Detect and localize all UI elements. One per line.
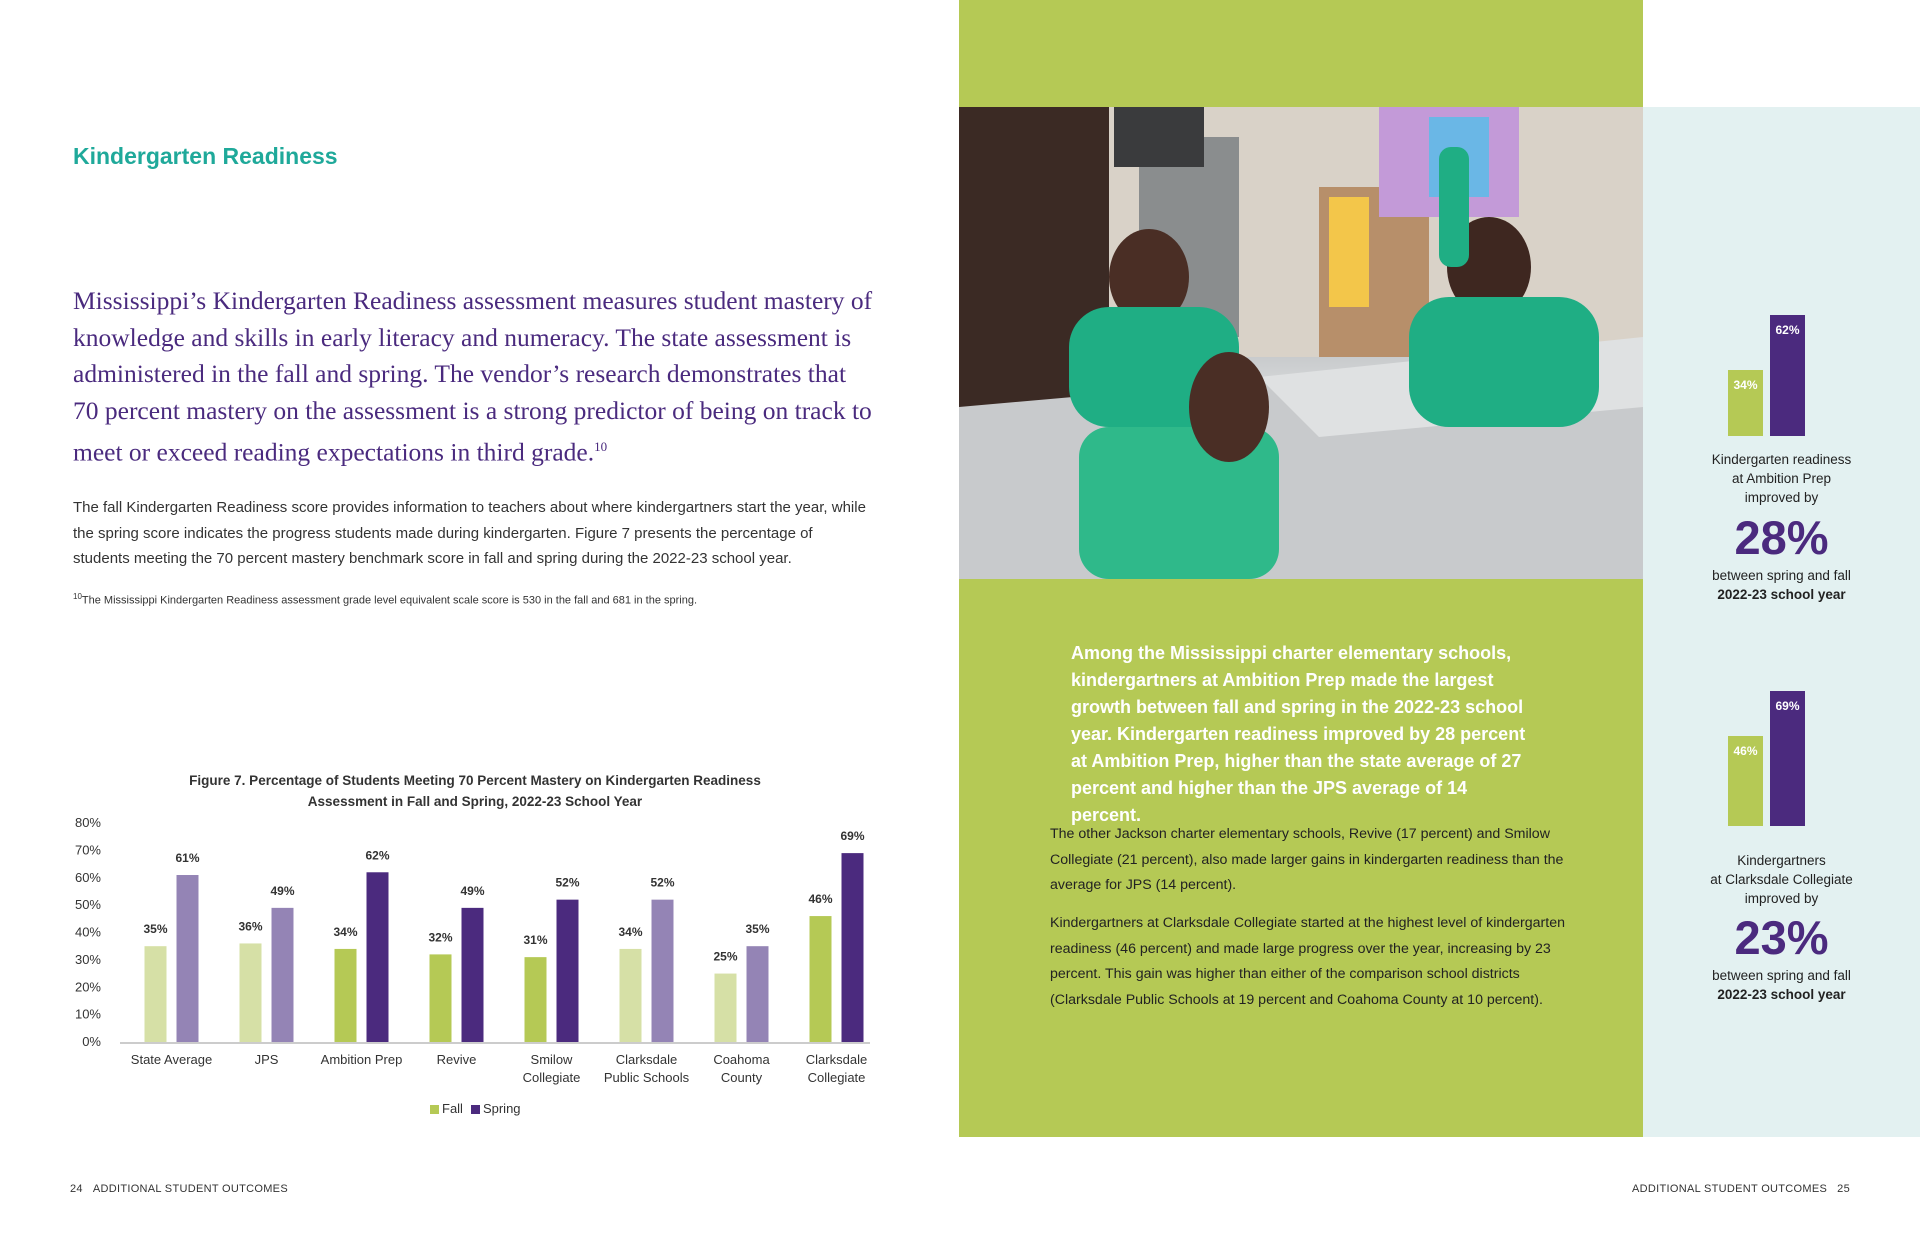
data-label-fall: 36% [238, 919, 263, 934]
stat-caption-line: improved by [1744, 891, 1819, 906]
page-number-left: 24 [70, 1183, 83, 1195]
bar-fall [525, 957, 547, 1042]
data-label-spring: 62% [365, 848, 390, 863]
stat-caption-line: improved by [1744, 490, 1819, 505]
category-label: Collegiate [807, 1070, 866, 1085]
bar-spring [367, 872, 389, 1042]
data-label-spring: 69% [840, 829, 865, 844]
mini-label-fall: 34% [1733, 377, 1758, 392]
bar-fall [240, 943, 262, 1042]
y-tick-label: 40% [74, 924, 101, 940]
y-tick-label: 30% [74, 951, 101, 967]
bar-fall [145, 946, 167, 1042]
data-label-spring: 52% [555, 875, 580, 890]
chart-legend [430, 1101, 521, 1116]
stat-foot-line: between spring and fall [1712, 568, 1851, 583]
paragraph-jackson-charters: The other Jackson charter elementary schools, Revive (17 percent) and Smilow Collegiate (21 percent), also made larger gains in kindergarten readiness than the average for JPS (14 percent). [1050, 826, 1564, 893]
bar-fall [430, 954, 452, 1042]
category-label: Smilow [530, 1052, 573, 1067]
data-label-fall: 35% [143, 922, 168, 937]
y-tick-label: 10% [74, 1006, 101, 1022]
y-tick-label: 80% [74, 815, 101, 830]
data-label-fall: 25% [713, 949, 738, 964]
data-label-spring: 35% [745, 922, 770, 937]
stat-caption-clarksdale [1643, 851, 1920, 908]
category-label: JPS [254, 1052, 279, 1067]
stat-value-clarksdale: 23% [1734, 911, 1829, 964]
data-label-fall: 34% [618, 924, 643, 939]
data-label-spring: 52% [650, 875, 675, 890]
category-label: Clarksdale [805, 1052, 868, 1067]
footnote-ref: 10 [594, 439, 608, 454]
data-label-spring: 61% [175, 851, 200, 866]
chart-title: Figure 7. Percentage of Students Meeting 70 Percent Mastery on Kindergarten Readiness Assessment in Fall and Spring, 2022-23 School Year [189, 773, 761, 809]
section-title: Kindergarten Readiness [73, 143, 338, 169]
stat-caption-line: at Clarksdale Collegiate [1710, 872, 1853, 887]
legend-fall [430, 1101, 463, 1116]
running-footer-left: ADDITIONAL STUDENT OUTCOMES [92, 1183, 288, 1195]
category-label: Collegiate [522, 1070, 581, 1085]
footnote [73, 592, 873, 607]
footnote-mark: 10 [73, 592, 82, 601]
footer-right [1632, 1183, 1850, 1195]
lead-text: Mississippi’s Kindergarten Readiness assessment measures student mastery of knowledge and skills in early literacy and numeracy. The state assessment is administered in the fall and spring. The vendor’s research demonstrates that 70 percent mastery on the assessment is a strong predictor of being on track to meet or exceed reading expectations in third grade. [73, 286, 873, 467]
stat-caption-line: Kindergartners [1737, 853, 1826, 868]
category-label: Clarksdale [615, 1052, 678, 1067]
data-label-fall: 46% [808, 892, 833, 907]
bar-spring [272, 908, 294, 1042]
bar-fall [715, 974, 737, 1042]
category-label: Revive [436, 1052, 477, 1067]
mini-chart-clarksdale-collegiate [1728, 691, 1808, 826]
bar-spring [177, 875, 199, 1042]
stat-value-ambition-prep: 28% [1734, 511, 1829, 564]
category-label: County [720, 1070, 763, 1085]
y-tick-label: 60% [74, 869, 101, 885]
bar-fall [620, 949, 642, 1042]
bar-spring [652, 900, 674, 1042]
stat-footer-ambition-prep [1643, 566, 1920, 604]
body-paragraph: The fall Kindergarten Readiness score provides information to teachers about where kindergartners start the year, while the spring score indicates the progress students made during kindergarten. Figure 7 presents the percentage of students meeting the 70 percent mastery benchmark score in fall and spring during the 2022-23 school year. [73, 499, 866, 567]
data-label-fall: 31% [523, 933, 548, 948]
stat-foot-line: between spring and fall [1712, 968, 1851, 983]
y-tick-label: 70% [74, 842, 101, 858]
category-label: Public Schools [603, 1070, 690, 1085]
bar-fall [335, 949, 357, 1042]
bar-spring [747, 946, 769, 1042]
y-tick-label: 0% [82, 1034, 101, 1049]
legend-spring-label: Spring [482, 1101, 521, 1116]
data-label-spring: 49% [270, 883, 295, 898]
classroom-photo [959, 107, 1643, 579]
footnote-text: The Mississippi Kindergarten Readiness assessment grade level equivalent scale score is 530 in the fall and 681 in the spring. [81, 594, 698, 607]
y-tick-label: 50% [74, 897, 101, 913]
bar-fall [810, 916, 832, 1042]
mini-label-fall: 46% [1733, 744, 1758, 759]
mini-label-spring: 62% [1775, 323, 1800, 338]
category-label: Coahoma [713, 1052, 770, 1067]
bar-chart [60, 805, 880, 1115]
lead-paragraph [73, 283, 873, 471]
paragraph-clarksdale: Kindergartners at Clarksdale Collegiate started at the highest level of kindergarten readiness (46 percent) and made large progress over the year, increasing by 23 percent. This gain was higher than either of the comparison school districts (Clarksdale Public Schools at 19 percent and Coahoma County at 10 percent). [1050, 915, 1565, 1008]
stat-caption-ambition-prep [1643, 450, 1920, 507]
data-label-fall: 32% [428, 930, 453, 945]
category-label: State Average [130, 1052, 213, 1067]
legend-spring [471, 1101, 521, 1116]
bar-spring [557, 900, 579, 1042]
stat-footer-clarksdale [1643, 966, 1920, 1004]
y-tick-label: 20% [74, 979, 101, 995]
stat-caption-line: Kindergarten readiness [1711, 452, 1852, 467]
stat-caption-line: at Ambition Prep [1731, 471, 1832, 486]
mini-label-spring: 69% [1775, 699, 1800, 714]
stat-foot-year: 2022-23 school year [1717, 987, 1846, 1002]
running-footer-right: ADDITIONAL STUDENT OUTCOMES [1632, 1183, 1828, 1195]
page-number-right: 25 [1837, 1183, 1850, 1195]
stat-foot-year: 2022-23 school year [1717, 587, 1846, 602]
data-label-fall: 34% [333, 924, 358, 939]
mini-chart-ambition-prep [1728, 301, 1808, 436]
classroom-photo-illustration [959, 107, 1643, 579]
bar-spring [462, 908, 484, 1042]
legend-fall-swatch [430, 1105, 439, 1114]
bar-spring [842, 853, 864, 1042]
legend-fall-label: Fall [442, 1101, 463, 1116]
data-label-spring: 49% [460, 883, 485, 898]
category-label: Ambition Prep [320, 1052, 403, 1067]
legend-spring-swatch [471, 1105, 480, 1114]
footer-left [70, 1183, 288, 1195]
callout-text: Among the Mississippi charter elementary schools, kindergartners at Ambition Prep made the largest growth between fall and spring in the 2022-23 school year. Kindergarten readiness improved by 28 percent at Ambition Prep, higher than the state average of 27 percent and higher than the JPS average of 14 percent. [1071, 643, 1526, 825]
